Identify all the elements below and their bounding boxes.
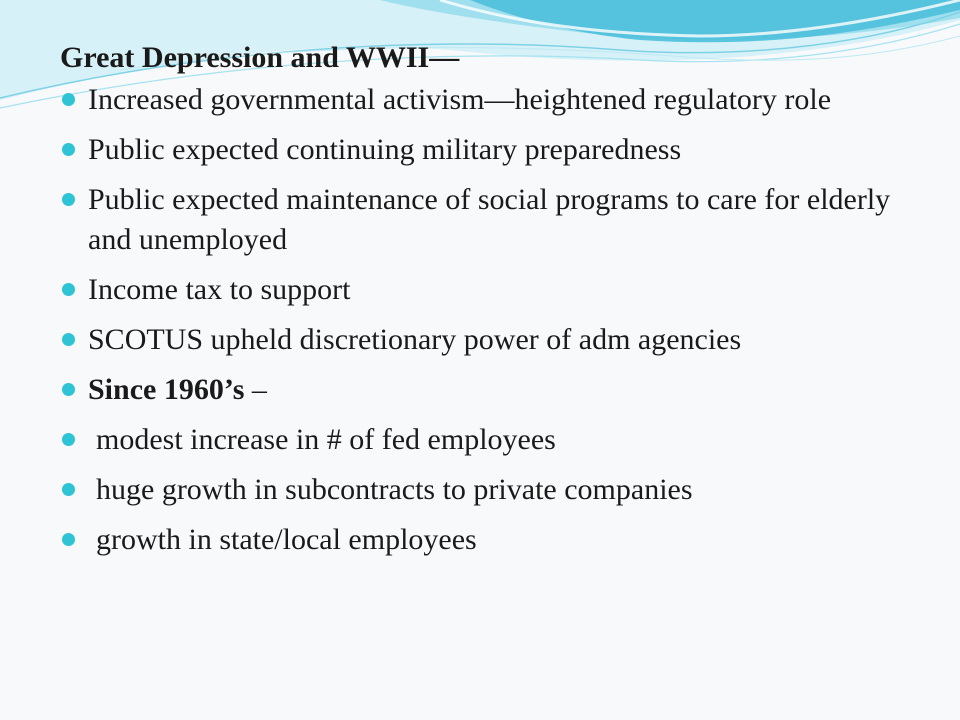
sub-bullet-item	[60, 520, 920, 560]
bullet-item	[60, 270, 920, 310]
bullet-text: modest increase in # of fed employees	[96, 423, 556, 456]
sub-bullet-item	[60, 420, 920, 460]
bullet-text: Increased governmental activism—heightened regulatory role	[88, 83, 832, 116]
bullet-dot-icon	[62, 483, 75, 496]
bullet-dot-icon	[62, 383, 75, 396]
bullet-text: Public expected maintenance of social programs to care for elderly and unemployed	[88, 183, 891, 256]
bullet-text: Income tax to support	[88, 273, 351, 306]
bullet-text-bold: Since 1960’s	[88, 373, 245, 406]
bullet-dot-icon	[62, 333, 75, 346]
bullet-text-suffix: –	[244, 373, 267, 406]
bullet-item	[60, 130, 920, 170]
bullet-dot-icon	[62, 533, 75, 546]
bullet-item-since	[60, 370, 920, 410]
bullet-text: huge growth in subcontracts to private companies	[96, 473, 693, 506]
slide-content	[60, 38, 920, 570]
bullet-text: growth in state/local employees	[96, 523, 477, 556]
bullet-text: SCOTUS upheld discretionary power of adm agencies	[88, 323, 742, 356]
bullet-list	[60, 80, 920, 560]
bullet-dot-icon	[62, 93, 75, 106]
slide-heading: Great Depression and WWII—	[60, 41, 460, 74]
sub-bullet-item	[60, 470, 920, 510]
bullet-dot-icon	[62, 283, 75, 296]
bullet-dot-icon	[62, 143, 75, 156]
bullet-item	[60, 180, 920, 260]
bullet-dot-icon	[62, 433, 75, 446]
bullet-item	[60, 80, 920, 120]
bullet-text: Public expected continuing military preparedness	[88, 133, 682, 166]
bullet-dot-icon	[62, 193, 75, 206]
bullet-item	[60, 320, 920, 360]
